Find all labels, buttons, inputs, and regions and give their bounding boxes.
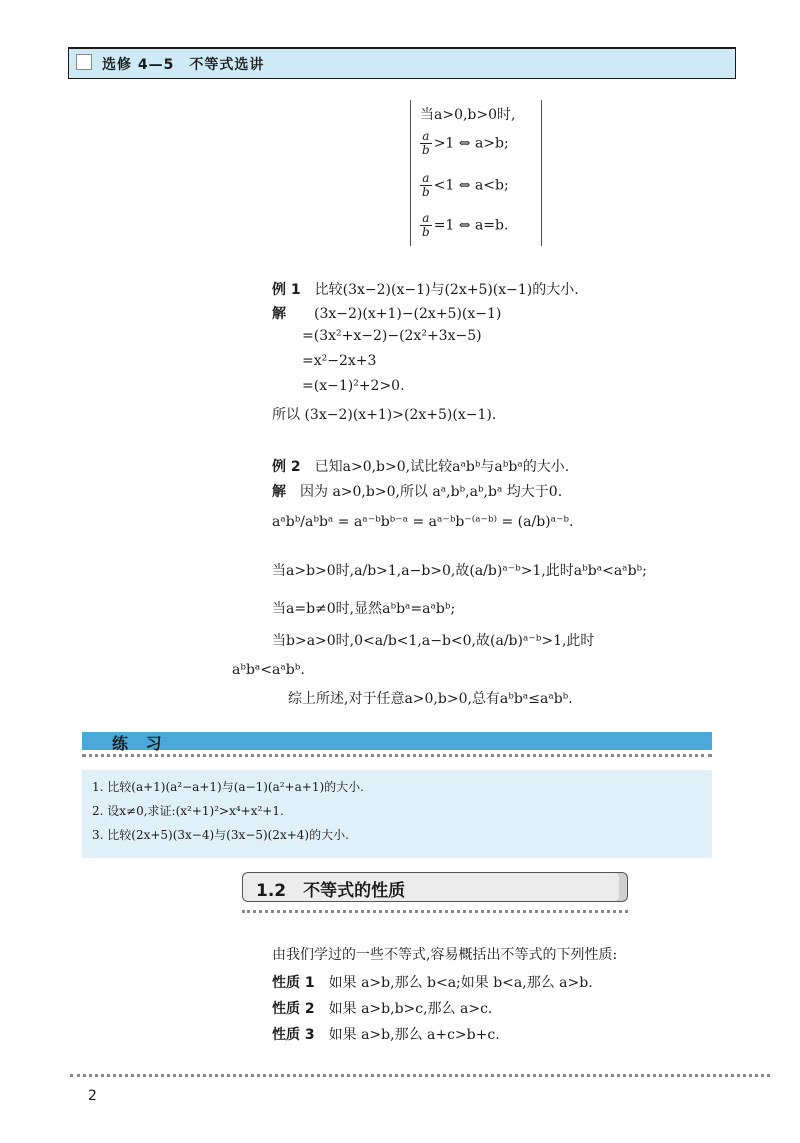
side-note-row <box>420 172 509 199</box>
frac-den: b <box>422 143 430 157</box>
property-label: 性质 1 <box>272 975 315 991</box>
example1-step: (3x−2)(x+1)−(2x+5)(x−1) <box>314 306 502 322</box>
frac-den: b <box>422 185 430 199</box>
example2-heading <box>272 456 569 476</box>
example2-case3-end: aᵇbᵃ<aᵃbᵇ. <box>232 662 305 678</box>
example1-solution-line <box>272 303 501 323</box>
property-text: 如果 a>b,那么 b<a;如果 b<a,那么 a>b. <box>328 975 593 991</box>
side-note-row <box>420 212 508 239</box>
frac-num: a <box>420 172 432 186</box>
example2-sol-label: 解 <box>272 484 286 500</box>
example2-case2: 当a=b≠0时,显然aᵇbᵃ=aᵃbᵇ; <box>272 601 456 617</box>
practice-item: 1. 比较(a+1)(a²−a+1)与(a−1)(a²+a+1)的大小. <box>92 780 364 794</box>
example2-question: 已知a>0,b>0,试比较aᵃbᵇ与aᵇbᵃ的大小. <box>314 459 570 475</box>
example1-step: =x²−2x+3 <box>302 353 377 369</box>
property-row <box>272 998 492 1018</box>
property-label: 性质 2 <box>272 1001 315 1017</box>
property-row <box>272 972 593 992</box>
dotted-divider <box>82 754 712 757</box>
section-intro: 由我们学过的一些不等式,容易概括出不等式的下列性质: <box>272 947 618 963</box>
example1-step: =(x−1)²+2>0. <box>302 378 405 394</box>
example1-question: 比较(3x−2)(x−1)与(2x+5)(x−1)的大小. <box>314 282 579 298</box>
header-square-icon <box>76 54 92 70</box>
example1-heading <box>272 279 579 299</box>
header-title: 选修 4—5 不等式选讲 <box>102 57 265 73</box>
property-text: 如果 a>b,那么 a+c>b+c. <box>328 1027 500 1043</box>
example2-case3: 当b>a>0时,0<a/b<1,a−b<0,故(a/b)ᵃ⁻ᵇ>1,此时 <box>272 633 595 649</box>
example2-label: 例 2 <box>272 459 301 475</box>
example2-ratio: aᵃbᵇ/aᵇbᵃ = aᵃ⁻ᵇbᵇ⁻ᵃ = aᵃ⁻ᵇb⁻⁽ᵃ⁻ᵇ⁾ = (a/b)ᵃ⁻ᵇ. <box>272 514 574 530</box>
property-text: 如果 a>b,b>c,那么 a>c. <box>328 1001 493 1017</box>
property-label: 性质 3 <box>272 1027 315 1043</box>
frac-num: a <box>420 212 432 226</box>
row-text: =1 ⇔ a=b. <box>433 217 509 234</box>
example2-sol-first: 因为 a>0,b>0,所以 aᵃ,bᵇ,aᵇ,bᵃ 均大于0. <box>300 484 563 500</box>
side-note-row <box>420 130 509 157</box>
practice-title: 练 习 <box>112 734 168 753</box>
row-text: <1 ⇔ a<b; <box>433 177 509 194</box>
example2-case1: 当a>b>0时,a/b>1,a−b>0,故(a/b)ᵃ⁻ᵇ>1,此时aᵇbᵃ<aᵃbᵇ; <box>272 563 647 579</box>
practice-item: 3. 比较(2x+5)(3x−4)与(3x−5)(2x+4)的大小. <box>92 828 349 842</box>
example1-sol-label: 解 <box>272 306 286 322</box>
section-title: 1.2 不等式的性质 <box>256 881 406 901</box>
side-note-intro: 当a>0,b>0时, <box>420 107 516 123</box>
page-number: 2 <box>88 1088 97 1104</box>
practice-title-bar <box>82 732 712 750</box>
footer-dotted-divider <box>70 1074 770 1077</box>
dotted-divider <box>242 910 628 913</box>
property-row <box>272 1024 500 1044</box>
frac-num: a <box>420 130 432 144</box>
example1-label: 例 1 <box>272 282 301 298</box>
example2-summary: 综上所述,对于任意a>0,b>0,总有aᵇbᵃ≤aᵃbᵇ. <box>288 691 573 707</box>
example1-conclusion: 所以 (3x−2)(x+1)>(2x+5)(x−1). <box>272 407 497 423</box>
example1-step: =(3x²+x−2)−(2x²+3x−5) <box>302 328 482 344</box>
practice-item: 2. 设x≠0,求证:(x²+1)²>x⁴+x²+1. <box>92 804 284 818</box>
example2-solution-line <box>272 481 562 501</box>
row-text: >1 ⇔ a>b; <box>433 135 509 152</box>
frac-den: b <box>422 225 430 239</box>
